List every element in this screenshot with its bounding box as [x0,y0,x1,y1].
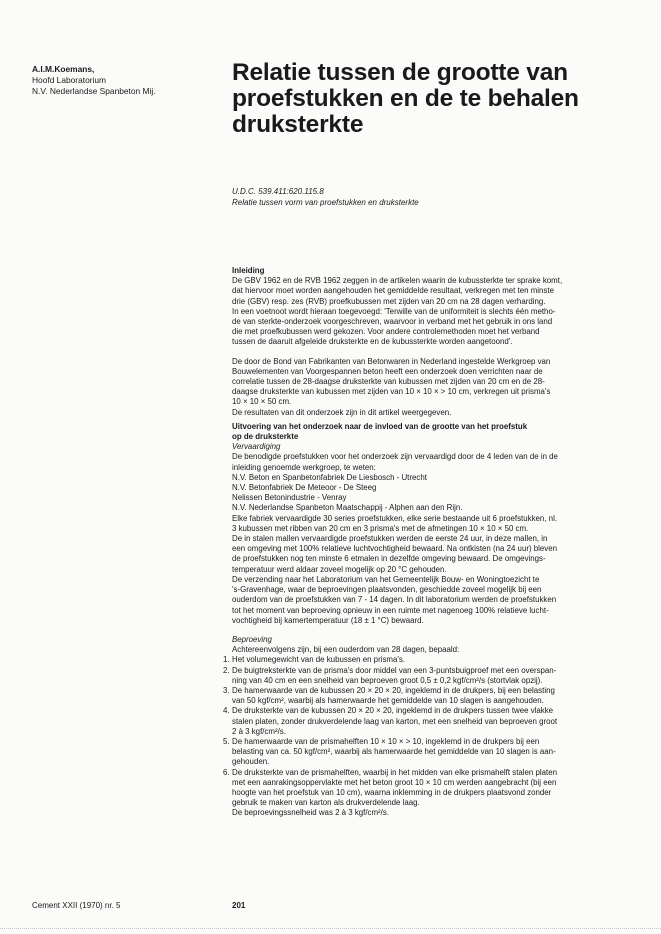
text-line: De buigtreksterkte van de prisma's door middel van een 3-puntsbuigproef met een overspan- [232,665,557,675]
text-line: Nelissen Betonindustrie - Venray [232,493,347,503]
udc-block [232,186,419,208]
text-line: Elke fabriek vervaardigde 30 series proefstukken, elke serie bestaande uit 6 proefstukken, nl. [232,513,558,523]
text-line: De GBV 1962 en de RVB 1962 zeggen in de artikelen waarin de kubussterkte ter sprake komt, [232,276,563,286]
section-heading-inleiding: Inleiding [232,266,265,275]
beproeving-closing: De beproevingssnelheid was 2 à 3 kgf/cm²/s. [232,808,390,818]
text-line: N.V. Nederlandse Spanbeton Maatschappij - Alphen aan den Rijn. [232,503,463,513]
list-number: 6. [223,767,230,777]
text-line: gehouden. [232,757,270,767]
text-line: Het volumegewicht van de kubussen en prisma's. [232,655,405,665]
list-item [223,706,622,737]
text-line: ouderdom van de proefstukken van 7 - 14 dagen. In dit laboratorium werden de proefstukken [232,595,557,605]
text-line: van 50 kgf/cm², waarbij als hamerwaarde het gemiddelde van 10 slagen is aangehouden. [232,696,544,706]
text-line: ning van 40 cm en een snelheid van beproeven groot 0,5 ± 0,2 kgf/cm²/s (stortvlak opzij). [232,675,543,685]
paragraph-intro-2 [232,357,622,418]
text-line: Bouwelementen van Voorgespannen beton heeft een onderzoek doen verrichten naar de [232,366,543,376]
list-item [223,685,622,706]
text-line: gebruik te maken van karton als drukverdelende laag. [232,798,420,808]
beproeving-intro: Achtereenvolgens zijn, bij een ouderdom van 28 dagen, bepaald: [232,645,460,655]
title-line: proefstukken en de te behalen [232,85,579,112]
text-line: met een aanrakingsoppervlakte met het beton groot 10 × 10 cm werden aangebracht (bij een [232,777,557,787]
text-line: 's-Gravenhage, waar de beproevingen plaatsvonden, geschiedde zoveel mogelijk bij een [232,585,542,595]
text-line: De in stalen mallen vervaardigde proefstukken werden de eerste 24 uur, in deze mallen, in [232,534,548,544]
text-line: stalen platen, zonder drukverdelende laag van karton, met een snelheid van beproeven groot [232,716,558,726]
text-line: tot het moment van beproeving opnieuw in een ruimte met nagenoeg 100% relatieve lucht- [232,605,549,615]
bottom-divider [0,928,661,929]
beproeving-list [223,655,622,808]
text-line: een omgeving met 100% relatieve luchtvochtigheid bewaard. Na ontkisten (na 24 uur) bleven [232,544,558,554]
udc-code: U.D.C. 539.411:620.115.8 [232,187,324,196]
text-line: vochtigheid bij kamertemperatuur (18 ± 1 °C) bewaard. [232,615,424,625]
paragraph-vervaardiging [232,452,622,625]
text-line: daagse druksterkte van kubussen met zijden van 10 × 10 × > 10 cm, verkregen uit prisma's [232,387,551,397]
title-line: druksterkte [232,111,364,138]
text-line: belasting van ca. 50 kgf/cm², waarbij als hamerwaarde het gemiddelde van 10 slagen is aan- [232,747,556,757]
text-line: N.V. Beton en Spanbetonfabriek De Liesbosch - Utrecht [232,472,427,482]
page-number: 201 [232,901,246,910]
list-number: 3. [223,685,230,695]
text-line: De druksterkte van de kubussen 20 × 20 × 20, ingeklemd in de drukpers tussen twee vlakke [232,706,554,716]
text-line: In een voetnoot wordt hieraan toegevoegd: 'Terwille van de uniformiteit is slechts één metho- [232,306,556,316]
text-line: dat hiervoor moet worden aangehouden het gemiddelde resultaat, verkregen met ten minste [232,286,554,296]
text-line: De hamerwaarde van de kubussen 20 × 20 × 20, ingeklemd in de drukpers, bij een belasting [232,685,555,695]
text-line: De hamerwaarde van de prismahelften 10 × 10 × > 10, ingeklemd in de drukpers bij een [232,736,540,746]
text-line: temperatuur werd aldaar zoveel mogelijk op 20 °C gehouden. [232,564,447,574]
text-line: correlatie tussen de 28-daagse druksterkte van kubussen met zijden van 20 cm en de 28- [232,377,545,387]
text-line: hoogte van het proefstuk van 10 cm), waarna inklemming in de drukpers plaatsvond zonder [232,787,552,797]
list-number: 1. [223,655,230,665]
text-line: drie (GBV) resp. zes (RVB) proefkubussen met zijden van 20 cm na 28 dagen verharding. [232,296,546,306]
list-number: 2. [223,665,230,675]
author-role: Hoofd Laboratorium [32,75,107,85]
text-line: 10 × 10 × 50 cm. [232,397,292,407]
paragraph-intro-1 [232,276,622,347]
list-item [223,665,622,686]
text-line: De door de Bond van Fabrikanten van Betonwaren in Nederland ingestelde Werkgroep van [232,356,551,366]
list-number: 5. [223,736,230,746]
footer-journal: Cement XXII (1970) nr. 5 [32,901,121,910]
text-line: de proefstukken nog ten minste 6 etmalen in dezelfde omgeving bewaard. De omgevings- [232,554,546,564]
text-line: inleiding genoemde werkgroep, te weten: [232,462,376,472]
section-heading-uitvoering: Uitvoering van het onderzoek naar de invloed van de grootte van het proefstuk [232,421,528,431]
subheading-beproeving: Beproeving [232,634,272,644]
title-line: Relatie tussen de grootte van [232,59,568,86]
author-organization: N.V. Nederlandse Spanbeton Mij. [32,86,156,96]
article-title [232,60,652,138]
article-body [223,266,622,819]
list-item [223,655,622,665]
text-line: De verzending naar het Laboratorium van het Gemeentelijk Bouw- en Woningtoezicht te [232,574,540,584]
article-subtitle: Relatie tussen vorm van proefstukken en druksterkte [232,198,419,207]
author-name: A.I.M.Koemans, [32,64,95,74]
text-line: N.V. Betonfabriek De Meteoor - De Steeg [232,483,377,493]
text-line: De resultaten van dit onderzoek zijn in dit artikel weergegeven. [232,407,452,417]
section-heading-uitvoering-2: op de druksterkte [232,432,299,442]
list-item [223,736,622,768]
text-line: tussen de daaruit afgeleide druksterkte en de kubussterkte worden aangetoond'. [232,337,513,347]
subheading-vervaardiging: Vervaardiging [232,442,281,452]
text-line: 2 à 3 kgf/cm²/s. [232,726,286,736]
text-line: De benodigde proefstukken voor het onderzoek zijn vervaardigd door de 4 leden van de in de [232,452,558,462]
author-block [32,64,156,97]
text-line: die met proefkubussen werd gekozen. Voor andere controlemethoden moet het verband [232,327,540,337]
list-item [223,767,622,809]
list-number: 4. [223,706,230,716]
text-line: 3 kubussen met ribben van 20 cm en 3 prisma's met de afmetingen 10 × 10 × 50 cm. [232,523,529,533]
text-line: de van sterkte-onderzoek voorgeschreven, waarvoor in verband met het gebruik in ons land [232,317,553,327]
text-line: De druksterkte van de prismahelften, waarbij in het midden van elke prismahelft stalen platen [232,767,558,777]
